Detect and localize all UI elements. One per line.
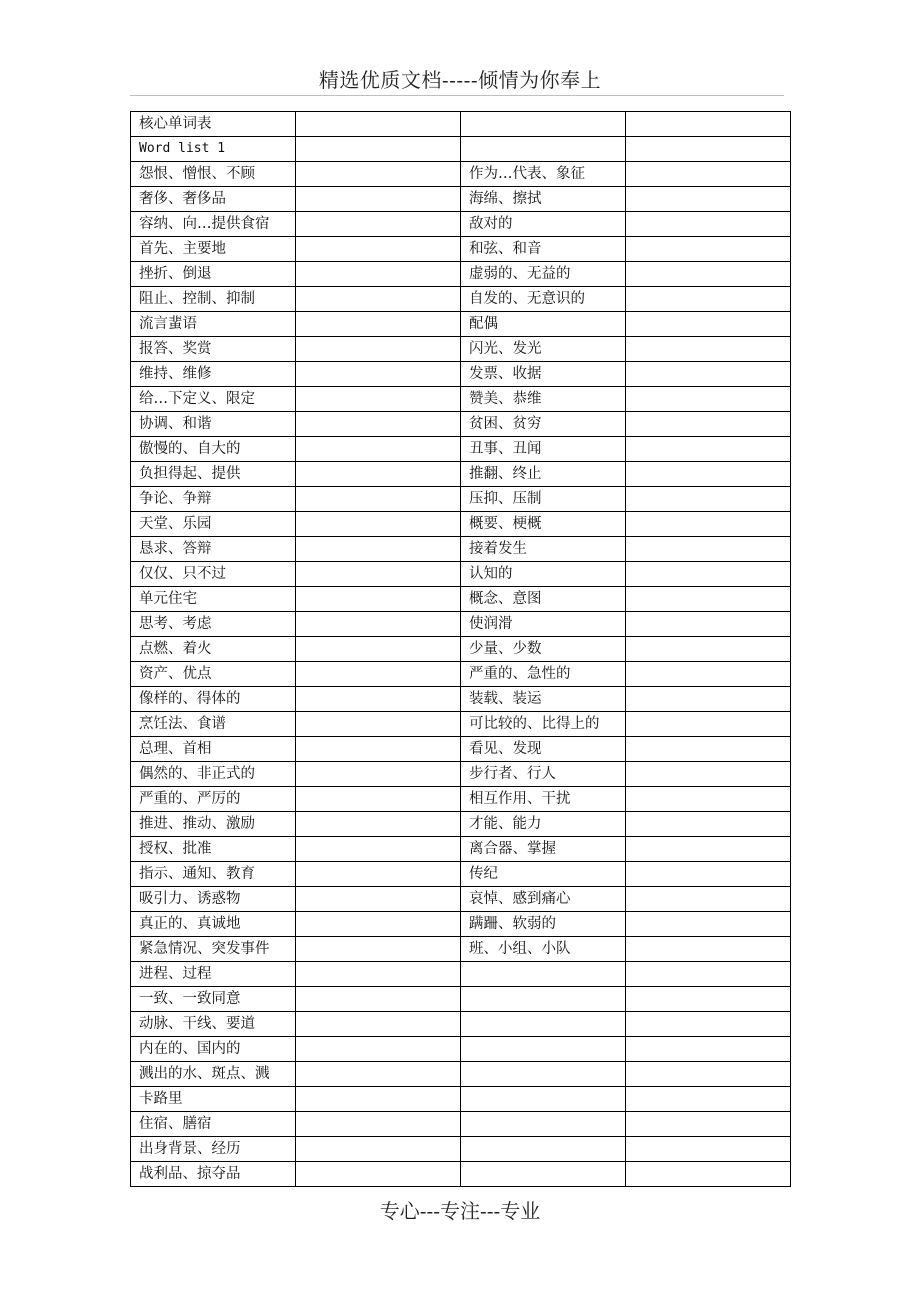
table-row — [131, 612, 791, 637]
table-row — [131, 262, 791, 287]
table-cell — [296, 662, 461, 687]
page-footer: 专心---专注---专业 — [379, 1199, 541, 1223]
table-cell — [296, 712, 461, 737]
table-cell: 住宿、膳宿 — [131, 1112, 296, 1137]
table-row — [131, 962, 791, 987]
table-cell — [626, 112, 791, 137]
table-cell — [461, 1037, 626, 1062]
table-cell: 偶然的、非正式的 — [131, 762, 296, 787]
table-cell: 怨恨、憎恨、不顾 — [131, 162, 296, 187]
table-cell: 真正的、真诚地 — [131, 912, 296, 937]
table-cell: 班、小组、小队 — [461, 937, 626, 962]
table-cell — [296, 912, 461, 937]
table-cell — [626, 1012, 791, 1037]
table-cell: 推进、推动、激励 — [131, 812, 296, 837]
table-cell — [296, 1037, 461, 1062]
table-row — [131, 337, 791, 362]
table-cell — [626, 987, 791, 1012]
table-cell: 卡路里 — [131, 1087, 296, 1112]
table-cell — [626, 712, 791, 737]
table-cell — [296, 162, 461, 187]
table-row — [131, 737, 791, 762]
table-cell: 严重的、严厉的 — [131, 787, 296, 812]
table-cell — [626, 162, 791, 187]
table-row — [131, 112, 791, 137]
table-row — [131, 387, 791, 412]
table-row — [131, 162, 791, 187]
table-cell — [626, 762, 791, 787]
table-row — [131, 1112, 791, 1137]
table-cell — [296, 862, 461, 887]
table-cell — [296, 212, 461, 237]
table-cell — [296, 487, 461, 512]
table-cell: 挫折、倒退 — [131, 262, 296, 287]
table-cell — [626, 562, 791, 587]
table-row — [131, 987, 791, 1012]
table-row — [131, 912, 791, 937]
table-cell: 一致、一致同意 — [131, 987, 296, 1012]
table-cell — [296, 687, 461, 712]
table-cell: 步行者、行人 — [461, 762, 626, 787]
table-cell — [296, 1087, 461, 1112]
table-cell: 作为…代表、象征 — [461, 162, 626, 187]
table-cell: 总理、首相 — [131, 737, 296, 762]
table-cell — [296, 237, 461, 262]
table-cell — [626, 387, 791, 412]
table-cell — [296, 187, 461, 212]
vocabulary-table — [130, 111, 791, 1187]
table-cell — [296, 287, 461, 312]
table-cell: 核心单词表 — [131, 112, 296, 137]
table-cell: 出身背景、经历 — [131, 1137, 296, 1162]
table-row — [131, 1162, 791, 1187]
table-row — [131, 712, 791, 737]
table-cell: 海绵、擦拭 — [461, 187, 626, 212]
table-cell — [461, 137, 626, 162]
table-cell: 给…下定义、限定 — [131, 387, 296, 412]
table-cell: 进程、过程 — [131, 962, 296, 987]
table-cell: 流言蜚语 — [131, 312, 296, 337]
table-cell — [296, 987, 461, 1012]
table-cell — [626, 1087, 791, 1112]
table-cell: 思考、考虑 — [131, 612, 296, 637]
table-row — [131, 412, 791, 437]
table-cell — [626, 662, 791, 687]
table-cell: 概念、意图 — [461, 587, 626, 612]
table-cell — [626, 412, 791, 437]
table-cell — [626, 262, 791, 287]
table-cell — [626, 1062, 791, 1087]
table-cell — [626, 887, 791, 912]
table-cell: 指示、通知、教育 — [131, 862, 296, 887]
table-cell — [296, 887, 461, 912]
table-cell: 发票、收据 — [461, 362, 626, 387]
table-row — [131, 287, 791, 312]
table-cell: 敌对的 — [461, 212, 626, 237]
table-cell: 虚弱的、无益的 — [461, 262, 626, 287]
table-cell: 恳求、答辩 — [131, 537, 296, 562]
table-row — [131, 137, 791, 162]
table-cell: 容纳、向…提供食宿 — [131, 212, 296, 237]
table-cell — [296, 512, 461, 537]
table-cell: 傲慢的、自大的 — [131, 437, 296, 462]
table-cell — [296, 962, 461, 987]
table-row — [131, 1012, 791, 1037]
table-row — [131, 362, 791, 387]
table-cell: 接着发生 — [461, 537, 626, 562]
table-cell — [296, 1062, 461, 1087]
table-cell: 认知的 — [461, 562, 626, 587]
table-cell — [626, 537, 791, 562]
table-cell — [626, 312, 791, 337]
table-cell: 溅出的水、斑点、溅 — [131, 1062, 296, 1087]
table-row — [131, 487, 791, 512]
table-cell: 概要、梗概 — [461, 512, 626, 537]
table-cell — [296, 387, 461, 412]
table-cell: 战利品、掠夺品 — [131, 1162, 296, 1187]
table-cell: 使润滑 — [461, 612, 626, 637]
table-cell — [626, 587, 791, 612]
table-cell — [626, 287, 791, 312]
table-cell: 推翻、终止 — [461, 462, 626, 487]
table-row — [131, 562, 791, 587]
table-cell — [296, 437, 461, 462]
table-cell — [626, 687, 791, 712]
table-cell: 阻止、控制、抑制 — [131, 287, 296, 312]
table-cell — [296, 812, 461, 837]
table-cell: 闪光、发光 — [461, 337, 626, 362]
table-cell — [461, 1137, 626, 1162]
table-cell: 吸引力、诱惑物 — [131, 887, 296, 912]
page-header: 精选优质文档-----倾情为你奉上 — [318, 68, 602, 92]
table-row — [131, 312, 791, 337]
table-cell: 首先、主要地 — [131, 237, 296, 262]
table-cell — [296, 1137, 461, 1162]
table-cell — [296, 412, 461, 437]
table-cell — [626, 812, 791, 837]
table-cell: 蹒跚、软弱的 — [461, 912, 626, 937]
table-row — [131, 937, 791, 962]
table-cell — [626, 1112, 791, 1137]
table-cell — [296, 362, 461, 387]
table-row — [131, 1087, 791, 1112]
table-cell — [626, 512, 791, 537]
table-cell: 才能、能力 — [461, 812, 626, 837]
table-row — [131, 237, 791, 262]
table-cell: 天堂、乐园 — [131, 512, 296, 537]
table-cell: 资产、优点 — [131, 662, 296, 687]
header-divider — [130, 95, 784, 96]
table-cell: 维持、维修 — [131, 362, 296, 387]
table-row — [131, 1137, 791, 1162]
table-row — [131, 212, 791, 237]
table-row — [131, 687, 791, 712]
table-cell — [626, 837, 791, 862]
table-cell — [296, 137, 461, 162]
table-cell — [461, 987, 626, 1012]
table-row — [131, 512, 791, 537]
table-cell — [626, 1162, 791, 1187]
table-cell — [626, 462, 791, 487]
table-cell: 动脉、干线、要道 — [131, 1012, 296, 1037]
table-cell: 负担得起、提供 — [131, 462, 296, 487]
table-cell: 单元住宅 — [131, 587, 296, 612]
table-cell — [626, 1037, 791, 1062]
table-cell — [461, 1162, 626, 1187]
table-cell: 严重的、急性的 — [461, 662, 626, 687]
table-cell: 授权、批准 — [131, 837, 296, 862]
table-cell: 传纪 — [461, 862, 626, 887]
table-cell — [626, 237, 791, 262]
table-cell: 赞美、恭维 — [461, 387, 626, 412]
table-cell — [296, 1162, 461, 1187]
table-cell — [296, 837, 461, 862]
table-cell — [296, 1012, 461, 1037]
table-cell — [461, 112, 626, 137]
table-cell — [626, 962, 791, 987]
table-cell: 仅仅、只不过 — [131, 562, 296, 587]
table-row — [131, 187, 791, 212]
table-cell: Word list 1 — [131, 137, 296, 162]
table-cell: 报答、奖赏 — [131, 337, 296, 362]
table-cell — [461, 1112, 626, 1137]
table-cell: 压抑、压制 — [461, 487, 626, 512]
table-cell — [626, 437, 791, 462]
table-cell: 点燃、着火 — [131, 637, 296, 662]
table-cell: 相互作用、干扰 — [461, 787, 626, 812]
table-cell: 内在的、国内的 — [131, 1037, 296, 1062]
table-row — [131, 837, 791, 862]
table-row — [131, 762, 791, 787]
table-cell — [626, 1137, 791, 1162]
table-cell — [461, 1012, 626, 1037]
table-cell — [461, 1062, 626, 1087]
table-cell — [296, 737, 461, 762]
table-row — [131, 587, 791, 612]
table-cell: 奢侈、奢侈品 — [131, 187, 296, 212]
table-cell — [626, 912, 791, 937]
table-row — [131, 437, 791, 462]
table-cell — [626, 212, 791, 237]
table-cell — [296, 762, 461, 787]
table-cell — [626, 787, 791, 812]
table-cell: 像样的、得体的 — [131, 687, 296, 712]
table-cell: 哀悼、感到痛心 — [461, 887, 626, 912]
table-cell: 烹饪法、食谱 — [131, 712, 296, 737]
table-cell: 配偶 — [461, 312, 626, 337]
table-cell — [296, 262, 461, 287]
table-cell: 自发的、无意识的 — [461, 287, 626, 312]
table-cell — [296, 787, 461, 812]
table-cell — [626, 487, 791, 512]
table-row — [131, 462, 791, 487]
table-cell: 可比较的、比得上的 — [461, 712, 626, 737]
table-cell: 看见、发现 — [461, 737, 626, 762]
table-cell — [296, 337, 461, 362]
table-row — [131, 1037, 791, 1062]
table-cell — [296, 937, 461, 962]
table-cell — [626, 862, 791, 887]
table-cell — [296, 312, 461, 337]
table-cell — [296, 112, 461, 137]
table-cell: 离合器、掌握 — [461, 837, 626, 862]
table-cell: 丑事、丑闻 — [461, 437, 626, 462]
table-cell — [461, 1087, 626, 1112]
table-cell — [626, 187, 791, 212]
table-row — [131, 787, 791, 812]
table-cell: 贫困、贫穷 — [461, 412, 626, 437]
table-cell: 协调、和谐 — [131, 412, 296, 437]
table-cell: 紧急情况、突发事件 — [131, 937, 296, 962]
table-row — [131, 1062, 791, 1087]
table-cell: 争论、争辩 — [131, 487, 296, 512]
table-cell — [626, 337, 791, 362]
table-cell — [296, 537, 461, 562]
table-cell — [626, 612, 791, 637]
table-cell — [626, 737, 791, 762]
table-cell — [296, 587, 461, 612]
table-row — [131, 812, 791, 837]
table-cell — [626, 637, 791, 662]
table-row — [131, 662, 791, 687]
table-cell — [296, 562, 461, 587]
table-cell — [461, 962, 626, 987]
table-cell — [626, 362, 791, 387]
table-row — [131, 862, 791, 887]
table-cell — [626, 937, 791, 962]
table-cell — [296, 462, 461, 487]
table-row — [131, 887, 791, 912]
table-cell — [296, 1112, 461, 1137]
table-row — [131, 637, 791, 662]
table-cell: 装载、装运 — [461, 687, 626, 712]
table-cell: 少量、少数 — [461, 637, 626, 662]
table-row — [131, 537, 791, 562]
table-cell — [296, 637, 461, 662]
table-cell: 和弦、和音 — [461, 237, 626, 262]
table-cell — [626, 137, 791, 162]
table-cell — [296, 612, 461, 637]
